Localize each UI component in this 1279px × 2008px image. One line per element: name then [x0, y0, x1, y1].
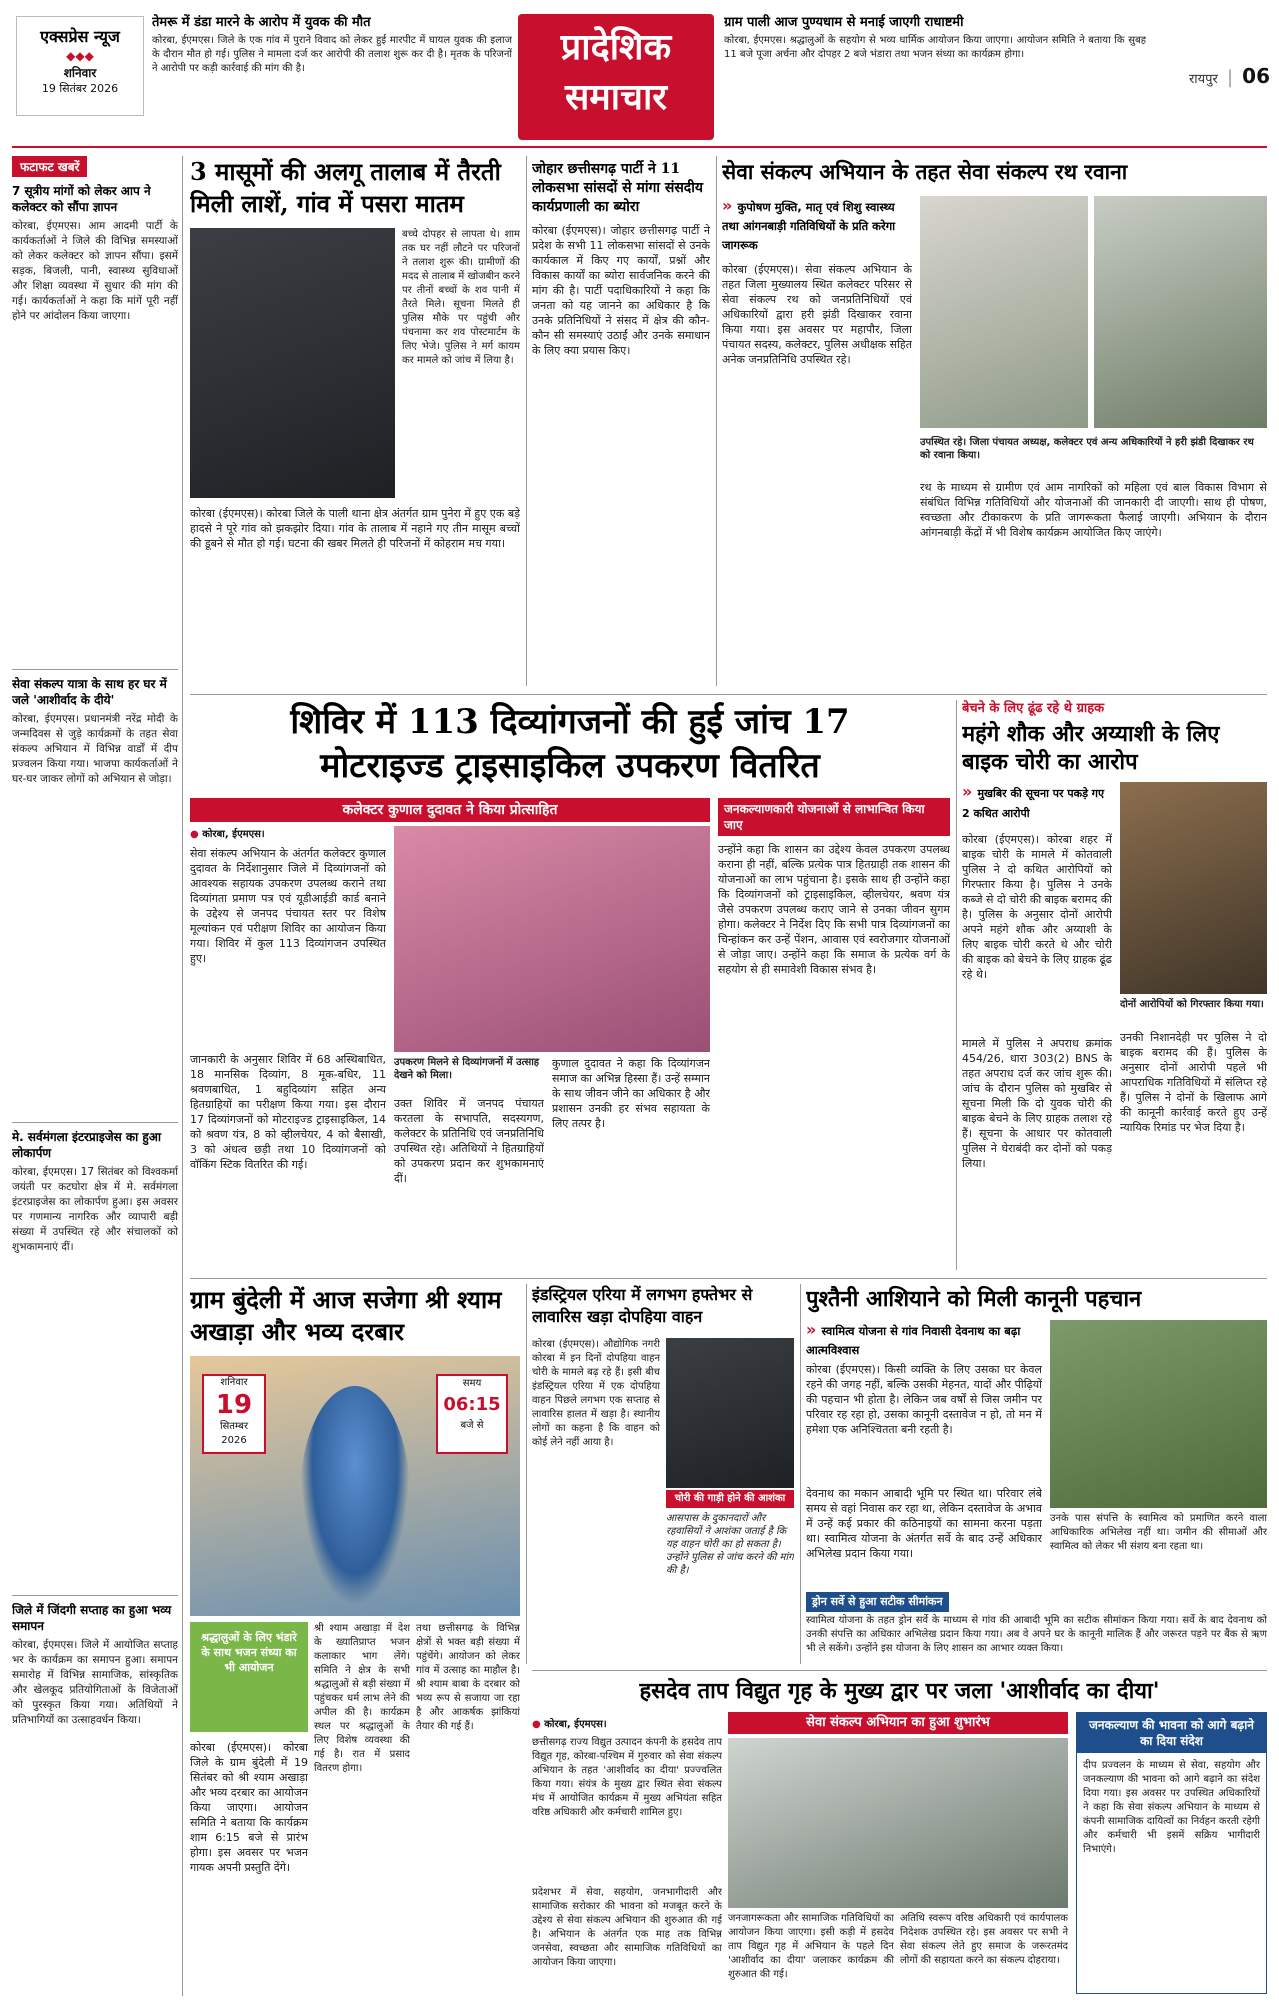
- bundeli-poster: [190, 1356, 520, 1616]
- sidebar-rule: [182, 156, 183, 1996]
- story-drowning: [190, 156, 520, 686]
- story-bundeli: [190, 1284, 520, 1990]
- sidebar-item-head: जिले में जिंदगी सप्ताह का हुआ भव्य समापन: [12, 1603, 172, 1633]
- poster-time: 06:15: [443, 1394, 501, 1415]
- camp-bottom-text: कुणाल दुदावत ने कहा कि दिव्यांगजन समाज का अभिन्न हिस्सा हैं। उन्हें सम्मान के साथ जीवन जीने का अधिकार है और प्रशासन उनकी हर संभव सहायता के लिए तत्पर है।: [552, 1057, 710, 1130]
- story-ancestral: [806, 1284, 1267, 1664]
- arrow-icon: »: [962, 782, 973, 801]
- sidebar-item: [12, 1602, 178, 1996]
- bundeli-text-2: श्री श्याम अखाड़ा में देश के ख्यातिप्राप्त भजन कलाकार भाग लेंगे। समिति ने क्षेत्र के सभी श्रद्धालुओं से बड़ी संख्या में पहुंचकर धर्म लाभ लेने की अपील की है। कार्यक्रम स्थल पर श्रद्धालुओं के लिए विशेष व्यवस्था की गई है। रात में प्रसाद वितरण होगा।: [314, 1623, 410, 1774]
- top-right-headline: ग्राम पाली आज पुण्यधाम से मनाई जाएगी राधाष्टमी: [724, 15, 964, 30]
- camp-side-head: जनकल्याणकारी योजनाओं से लाभान्वित किया जाए: [718, 798, 950, 836]
- drone-box: [806, 1590, 1267, 1664]
- top-right-text: कोरबा, ईएमएस। श्रद्धालुओं के सहयोग से भव्य धार्मिक आयोजन किया जाएगा। आयोजन समिति ने बताया कि सुबह 11 बजे पूजा अर्चना और दोपहर 2 बजे भंडारा तथा भजन संध्या का कार्यक्रम होगा।: [724, 35, 1146, 60]
- camp-kicker: [190, 798, 710, 822]
- camp-text-3: उक्त शिविर में जनपद पंचायत करतला के सभापति, सदस्यगण, कलेक्टर के प्रतिनिधि एवं जनप्रतिनिधि उपस्थित रहे। अतिथियों ने हितग्राहियों को उपकरण प्रदान कर शुभकामनाएं दीं।: [394, 1097, 544, 1185]
- col-rule: [716, 156, 717, 686]
- brand-name: एक्सप्रेस न्यूज: [40, 27, 120, 46]
- hasdeo-kicker: [728, 1712, 1068, 1734]
- page-divider: |: [1226, 67, 1234, 88]
- bike-subhead: [962, 782, 1112, 828]
- hasdeo-box-head: जनकल्याण की भावना को आगे बढ़ाने का दिया संदेश: [1077, 1713, 1266, 1753]
- story-lok-sabha: [532, 160, 710, 686]
- hasdeo-text-1: छत्तीसगढ़ राज्य विद्युत उत्पादन कंपनी के हसदेव ताप विद्युत गृह, कोरबा-पश्चिम में गुरुवार को सेवा संकल्प अभियान के तहत 'आशीर्वाद का दीया' प्रज्ज्वलित किया गया। संयंत्र के मुख्य द्वार स्थित सेवा संकल्प मंच में आयोजित कार्यक्रम में मुख्य अभियंता सहित वरिष्ठ अधिकारी और कर्मचारी शामिल हुए।: [532, 1737, 722, 1818]
- ancestral-caption: उनके पास संपत्ति के स्वामित्व को प्रमाणित करने वाला आधिकारिक अभिलेख नहीं था। जमीन की सीमाओं और स्वामित्व को लेकर भी संशय बना रहता था।: [1050, 1513, 1267, 1552]
- camp-side-box: [718, 798, 950, 1266]
- camp-side-text: उन्होंने कहा कि शासन का उद्देश्य केवल उपकरण उपलब्ध कराना ही नहीं, बल्कि प्रत्येक पात्र हितग्राही तक शासन की योजनाओं का लाभ पहुंचाना है। इसके साथ ही उन्होंने कहा कि दिव्यांगजनों को ट्राइसाइकिल, व्हीलचेयर, श्रवण यंत्र जैसे उपकरण उपलब्ध कराए जाने से उनका जीवन सुगम होगा। कलेक्टर ने निर्देश दिए कि सभी पात्र दिव्यांगजनों का चिन्हांकन कर उन्हें पेंशन, आवास एवं स्वरोजगार योजनाओं से जोड़ा जाए। उन्होंने कहा कि समाज के प्रत्येक वर्ग के सहयोग से ही समावेशी विकास संभव है।: [718, 843, 950, 976]
- bundeli-quote: [190, 1622, 308, 1732]
- location-pin-icon: ●: [532, 1719, 541, 1730]
- hasdeo-box-text: दीप प्रज्वलन के माध्यम से सेवा, सहयोग और जनकल्याण की भावना को आगे बढ़ाने का संदेश दिया गया। इस अवसर पर उपस्थित अधिकारियों ने कहा कि सेवा संकल्प अभियान के माध्यम से कंपनी सामाजिक दायित्वों का निर्वहन करती रहेगी और कर्मचारी भी इसमें सक्रिय भागीदारी निभाएंगे।: [1083, 1760, 1260, 1855]
- col-rule: [800, 1284, 801, 1664]
- sidebar: [12, 156, 178, 1996]
- story-abandoned-bike: [532, 1284, 794, 1664]
- poster-time-label: समय: [462, 1378, 482, 1389]
- bundeli-headline: ग्राम बुंदेली में आज सजेगा श्री श्याम अखाड़ा और भव्य दरबार: [190, 1285, 502, 1346]
- abandoned-photo-quote: आसपास के दुकानदारों और रहवासियों ने आशंका जताई है कि यह वाहन चोरी का हो सकता है। उन्होंने पुलिस से जांच करने की मांग की है।: [666, 1513, 794, 1576]
- camp-kicker-text: कलेक्टर कुणाल दुदावत ने किया प्रोत्साहित: [342, 802, 558, 818]
- camp-caption: उपकरण मिलने से दिव्यांगजनों में उत्साह देखने को मिला।: [394, 1057, 540, 1081]
- hasdeo-kicker-text: सेवा संकल्प अभियान का हुआ शुभारंभ: [806, 1715, 990, 1730]
- rath-headline: सेवा संकल्प अभियान के तहत सेवा संकल्प रथ रवाना: [722, 159, 1128, 184]
- bike-label: बेचने के लिए ढूंढ रहे थे ग्राहक: [962, 701, 1105, 716]
- story-hasdeo: [532, 1676, 1267, 1996]
- drone-label: [806, 1592, 949, 1612]
- sidebar-item: [12, 183, 178, 663]
- issue-date: 19 सितंबर 2026: [41, 82, 119, 95]
- sidebar-item-head: मे. सर्वमंगला इंटरप्राइजेस का हुआ लोकार्पण: [12, 1130, 162, 1160]
- bike-photo: [1120, 782, 1267, 994]
- sidebar-divider: [12, 1595, 178, 1596]
- abandoned-headline: इंडस्ट्रियल एरिया में लगभग हफ्तेभर से लावारिस खड़ा दोपहिया वाहन: [532, 1285, 753, 1326]
- ancestral-text-1: कोरबा (ईएमएस)। किसी व्यक्ति के लिए उसका घर केवल रहने की जगह नहीं, बल्कि उसकी मेहनत, यादों और पीढ़ियों की पहचान भी होता है। लेकिन जब वर्षों से जिस जमीन पर परिवार रह रहा हो, उसका कानूनी दस्तावेज न हो, तो मन में हमेशा एक अनिश्चितता बनी रहती है।: [806, 1363, 1042, 1436]
- hasdeo-text-2: प्रदेशभर में सेवा, सहयोग, जनभागीदारी और सामाजिक सरोकार की भावना को मजबूत करने के उद्देश्य से सेवा संकल्प अभियान की शुरुआत की गई है। अभियान के अंतर्गत एक माह तक विभिन्न जनसेवा, स्वच्छता और सामाजिक गतिविधियों का आयोजन किया जाएगा।: [532, 1887, 722, 1968]
- poster-date: 19: [215, 1390, 253, 1420]
- hasdeo-text-3: अतिथि स्वरूप वरिष्ठ अधिकारी एवं कार्यपालक निदेशक उपस्थित रहे। इस अवसर पर सभी ने सेवा संकल्प लेते हुए समाज के जरूरतमंद लोगों की सहायता करने का संकल्प दोहराया।: [900, 1913, 1068, 1966]
- bike-headline: महंगे शौक और अय्याशी के लिए बाइक चोरी का आरोप: [962, 721, 1220, 775]
- rath-caption: उपस्थित रहे। जिला पंचायत अध्यक्ष, कलेक्टर एवं अन्य अधिकारियों ने हरी झंडी दिखाकर रथ को रवाना किया।: [920, 437, 1254, 461]
- bundeli-text-1: कोरबा (ईएमएस)। कोरबा जिले के ग्राम बुंदेली में 19 सितंबर को श्री श्याम अखाड़ा और भव्य दरबार का आयोजन किया जाएगा। आयोजन समिति ने बताया कि कार्यक्रम शाम 6:15 बजे से प्रारंभ होगा। इस अवसर पर भजन गायक अपनी प्रस्तुति देंगे।: [190, 1741, 308, 1874]
- krishna-illustration: [300, 1386, 410, 1606]
- ancestral-headline: पुश्तैनी आशियाने को मिली कानूनी पहचान: [806, 1286, 1142, 1312]
- row-rule: [532, 1670, 1267, 1671]
- ancestral-sub: स्वामित्व योजना से गांव निवासी देवनाथ का बढ़ा आत्मविश्वास: [806, 1324, 1021, 1357]
- page-info: [1152, 64, 1270, 94]
- ancestral-photo: [1050, 1320, 1267, 1508]
- story-camp: [190, 700, 950, 1270]
- abandoned-photo: [666, 1338, 794, 1488]
- section-title-2: समाचार: [564, 76, 668, 118]
- abandoned-caption-text: चोरी की गाड़ी होने की आशंका: [674, 1493, 786, 1504]
- hasdeo-dateline: [532, 1716, 722, 1732]
- col-rule: [956, 700, 957, 1270]
- drowning-photo: [190, 228, 395, 498]
- drone-text: स्वामित्व योजना के तहत ड्रोन सर्वे के माध्यम से गांव की आबादी भूमि का सटीक सीमांकन किया गया। सर्वे के बाद देवनाथ को उनकी संपत्ति का अधिकार अभिलेख प्रदान किया गया। अब वे अपने घर के कानूनी मालिक हैं और जरूरत पड़ने पर बैंक से ऋण भी ले सकेंगे। उन्होंने इस योजना के लिए शासन का आभार व्यक्त किया।: [806, 1615, 1267, 1654]
- drone-label-text: ड्रोन सर्वे से हुआ सटीक सीमांकन: [812, 1595, 943, 1608]
- rath-subhead: [722, 196, 912, 254]
- rath-sub: कुपोषण मुक्ति, मातृ एवं शिशु स्वास्थ्य तथा आंगनबाड़ी गतिविधियों के प्रति करेगा जागरूक: [722, 200, 896, 252]
- drowning-text-right: बच्चे दोपहर से लापता थे। शाम तक घर नहीं लौटने पर परिजनों ने तलाश शुरू की। ग्रामीणों की मदद से तालाब में खोजबीन करने पर तीनों बच्चों के शव पानी में तैरते मिले। सूचना मिलते ही पुलिस मौके पर पहुंची और पंचनामा कर शव पोस्टमार्टम के लिए भेजे। पुलिस ने मर्ग कायम कर मामले को जांच में लिया है।: [402, 229, 520, 366]
- camp-headline-1: शिविर में 113 दिव्यांगजनों की हुई जांच 17: [290, 702, 850, 742]
- bike-caption: दोनों आरोपियों को गिरफ्तार किया गया।: [1120, 999, 1264, 1010]
- hasdeo-dateline-text: कोरबा, ईएमएस।: [544, 1719, 607, 1730]
- bike-text-3: उनकी निशानदेही पर पुलिस ने दो बाइक बरामद की हैं। पुलिस के अनुसार दोनों आरोपी पहले भी आपराधिक गतिविधियों में संलिप्त रहे हैं। पुलिस ने दोनों के खिलाफ आगे की कानूनी कार्रवाई करते हुए उन्हें न्यायिक रिमांड पर भेज दिया है।: [1120, 1031, 1267, 1134]
- camp-text-1: सेवा संकल्प अभियान के अंतर्गत कलेक्टर कुणाल दुदावत के निर्देशानुसार जिले में दिव्यांगजनों को आवश्यक सहायक उपकरण उपलब्ध कराने तथा दिव्यांगता प्रमाण पत्र एवं यूडीआईडी कार्ड बनाने के उद्देश्य से जनपद पंचायत स्तर पर विशेष मूल्यांकन एवं परीक्षण शिविर का आयोजन किया गया। शिविर में कुल 113 दिव्यांगजन उपस्थित हुए।: [190, 847, 386, 965]
- col-rule: [526, 156, 527, 686]
- abandoned-caption: [666, 1490, 794, 1508]
- sidebar-item-text: कोरबा, ईएमएस। प्रधानमंत्री नरेंद्र मोदी के जन्मदिवस से जुड़े कार्यक्रमों के तहत सेवा संकल्प अभियान में विभिन्न वार्डों में दीप प्रज्वलन किया गया। भाजपा कार्यकर्ताओं ने घर-घर जाकर लोगों को अभियान से जोड़ा।: [12, 713, 178, 785]
- sidebar-item-text: कोरबा, ईएमएस। 17 सितंबर को विश्वकर्मा जयंती पर कटघोरा क्षेत्र में मे. सर्वमंगला इंटरप्राइजेस का लोकार्पण हुआ। इस अवसर पर गणमान्य नागरिक और व्यापारी बड़ी संख्या में उपस्थित रहे और संचालकों को शुभकामनाएं दीं।: [12, 1166, 178, 1253]
- poster-date-box: [202, 1374, 266, 1454]
- location-pin-icon: ●: [190, 829, 199, 840]
- hasdeo-photo: [728, 1738, 1068, 1908]
- arrow-icon: »: [806, 1320, 817, 1339]
- col-rule: [526, 1284, 527, 1664]
- sidebar-divider: [12, 669, 178, 670]
- top-right-story: [724, 14, 1146, 124]
- sidebar-item-text: कोरबा, ईएमएस। जिले में आयोजित सप्ताह भर के कार्यक्रम का समापन हुआ। समापन समारोह में विभिन्न सामाजिक, सांस्कृतिक और खेलकूद प्रतियोगिताओं के विजेताओं को पुरस्कृत किया गया। अतिथियों ने प्रतिभागियों का उत्साहवर्धन किया।: [12, 1639, 178, 1726]
- camp-photo: [394, 826, 710, 1052]
- sidebar-item-text: कोरबा, ईएमएस। आम आदमी पार्टी के कार्यकर्ताओं ने जिले की विभिन्न समस्याओं को लेकर कलेक्टर को ज्ञापन सौंपा। इसमें सड़क, बिजली, पानी, स्वास्थ्य सुविधाओं और शिक्षा व्यवस्था में सुधार की मांग की गई। कार्यकर्ताओं ने कहा कि मांगें पूरी नहीं होने पर आंदोलन किया जाएगा।: [12, 220, 178, 322]
- hasdeo-box: [1076, 1712, 1267, 1994]
- abandoned-text-1: कोरबा (ईएमएस)। औद्योगिक नगरी कोरबा में इन दिनों दोपहिया वाहन चोरी के मामले बढ़ रहे हैं। इसी बीच इंडस्ट्रियल एरिया में एक दोपहिया वाहन पिछले लगभग एक सप्ताह से लावारिस हालत में खड़ा है। स्थानीय लोगों का कहना है कि वाहन को कोई लेने नहीं आया है।: [532, 1339, 660, 1448]
- top-left-story: [152, 14, 512, 124]
- sidebar-divider: [12, 1122, 178, 1123]
- camp-text-2: जानकारी के अनुसार शिविर में 68 अस्थिबाधित, 18 मानसिक दिव्यांग, 8 मूक-बधिर, 11 श्रवणबाधित, 1 बहुदिव्यांग सहित अन्य हितग्राहियों का परीक्षण किया गया। इस दौरान 17 दिव्यांगजनों को मोटराइज्ड ट्राइसाइकिल, 14 को श्रवण यंत्र, 8 को व्हीलचेयर, 4 को बैसाखी, 3 को अंधत्व छड़ी तथा 10 दिव्यांगजनों को वॉकिंग स्टिक वितरित की गई।: [190, 1053, 386, 1171]
- rath-text-2: रथ के माध्यम से ग्रामीण एवं आम नागरिकों को महिला एवं बाल विकास विभाग से संबंधित विभिन्न गतिविधियों और योजनाओं की जानकारी दी जाएगी। साथ ही पोषण, स्वच्छता और टीकाकरण के प्रति जागरूकता फैलाई जाएगी। अभियान के दौरान आंगनबाड़ी केंद्रों में भी विशेष कार्यक्रम आयोजित किए जाएंगे।: [920, 481, 1267, 539]
- sidebar-item-head: सेवा संकल्प यात्रा के साथ हर घर में जले 'आशीर्वाद के दीये': [12, 677, 167, 707]
- top-left-text: कोरबा, ईएमएस। जिले के एक गांव में पुराने विवाद को लेकर हुई मारपीट में घायल युवक की इलाज के दौरान मौत हो गई। पुलिस ने मामला दर्ज कर आरोपी की तलाश शुरू कर दी है। मृतक के परिजनों ने आरोपी पर कड़ी कार्रवाई की मांग की है।: [152, 35, 512, 74]
- row-rule: [190, 694, 1267, 695]
- bundeli-text-3: तथा छत्तीसगढ़ के विभिन्न क्षेत्रों से भक्त बड़ी संख्या में पहुंचेंगे। आयोजन को लेकर गांव में उत्साह का माहौल है। श्री श्याम बाबा के दरबार को भव्य रूप से सजाया जा रहा है और आकर्षक झांकियां तैयार की गई हैं।: [416, 1623, 520, 1732]
- drowning-headline: 3 मासूमों की अलगू तालाब में तैरती मिली लाशें, गांव में पसरा मातम: [190, 157, 501, 218]
- hasdeo-caption: जनजागरूकता और सामाजिक गतिविधियों का आयोजन किया जाएगा। इसी कड़ी में हसदेव ताप विद्युत गृह में अभियान के पहले दिन 'आशीर्वाद का दीया' जलाकर कार्यक्रम की शुरुआत की गई।: [728, 1913, 894, 1980]
- arrow-icon: »: [722, 196, 733, 215]
- bike-text-2: मामले में पुलिस ने अपराध क्रमांक 454/26, धारा 303(2) BNS के तहत अपराध दर्ज कर जांच शुरू की। जांच के दौरान पुलिस को मुखबिर से सूचना मिली कि दो युवक चोरी की बाइक बेचने के लिए ग्राहक तलाश रहे हैं। सूचना के आधार पर कोतवाली पुलिस ने घेराबंदी कर दोनों को पकड़ लिया।: [962, 1037, 1112, 1170]
- page-number: 06: [1242, 64, 1270, 88]
- hasdeo-headline: हसदेव ताप विद्युत गृह के मुख्य द्वार पर जला 'आशीर्वाद का दीया': [639, 1678, 1160, 1704]
- row-rule: [190, 1278, 1267, 1279]
- poster-year: 2026: [221, 1435, 247, 1446]
- lok-sabha-headline: जोहार छत्तीसगढ़ पार्टी ने 11 लोकसभा सांसदों से मांगा संसदीय कार्यप्रणाली का ब्योरा: [532, 161, 703, 215]
- story-rath: [722, 158, 1267, 686]
- brand-box: [16, 16, 144, 116]
- diamond-icon: ◆◆◆: [66, 49, 94, 63]
- masthead-rule: [12, 146, 1267, 148]
- poster-month: सितम्बर: [219, 1421, 249, 1432]
- rath-photo-1: [920, 196, 1088, 428]
- city-name: रायपुर: [1188, 72, 1218, 87]
- bike-sub: मुखबिर की सूचना पर पकड़े गए 2 कथित आरोपी: [962, 787, 1105, 820]
- rath-photo-2: [1094, 196, 1267, 428]
- drowning-text-bottom: कोरबा (ईएमएस)। कोरबा जिले के पाली थाना क्षेत्र अंतर्गत ग्राम पुनेरा में हुए एक बड़े हादसे ने पूरे गांव को झकझोर दिया। गांव के तालाब में नहाने गए तीन मासूम बच्चों की डूबने से मौत हो गई। घटना की खबर मिलते ही परिजनों में कोहराम मच गया।: [190, 507, 520, 550]
- top-left-headline: तेमरू में डंडा मारने के आरोप में युवक की मौत: [152, 15, 371, 30]
- issue-day: शनिवार: [63, 66, 97, 80]
- rath-text-1: कोरबा (ईएमएस)। सेवा संकल्प अभियान के तहत जिला मुख्यालय स्थित कलेक्टर परिसर से सेवा संकल्प रथ को जनप्रतिनिधियों एवं अधिकारियों द्वारा हरी झंडी दिखाकर रवाना किया गया। इस अवसर पर महापौर, जिला पंचायत सदस्य, कलेक्टर, पुलिस अधीक्षक सहित अनेक जनप्रतिनिधि उपस्थित रहे।: [722, 263, 912, 366]
- sidebar-item-head: 7 सूत्रीय मांगों को लेकर आप ने कलेक्टर को सौंपा ज्ञापन: [12, 184, 151, 214]
- lok-sabha-text: कोरबा (ईएमएस)। जोहार छत्तीसगढ़ पार्टी ने प्रदेश के सभी 11 लोकसभा सांसदों से उनके कार्यकाल में किए गए कार्यों, प्रश्नों और विकास कार्यों का ब्योरा सार्वजनिक करने की मांग की है। पार्टी पदाधिकारियों ने कहा कि जनता को यह जानने का अधिकार है कि उनके प्रतिनिधियों ने संसद में क्षेत्र की कौन-कौन सी समस्याएं उठाईं और उनके समाधान के लिए क्या प्रयास किए।: [532, 224, 710, 357]
- camp-dateline-text: कोरबा, ईएमएस।: [202, 829, 265, 840]
- masthead: [0, 0, 1279, 150]
- camp-headline-2: मोटराइज्ड ट्राइसाइकिल उपकरण वितरित: [320, 746, 820, 786]
- sidebar-item: [12, 1129, 178, 1589]
- story-bike: [962, 700, 1267, 1270]
- sidebar-label: फटाफट खबरें: [12, 156, 87, 177]
- section-title-1: प्रादेशिक: [560, 26, 672, 68]
- bike-text-1: कोरबा (ईएमएस)। कोरबा शहर में बाइक चोरी के मामले में कोतवाली पुलिस ने दो कथित आरोपियों को गिरफ्तार किया है। पुलिस ने उनके कब्जे से दो चोरी की बाइक बरामद की है। पुलिस के अनुसार दोनों आरोपी अपने महंगे शौक और अय्याशी के लिए बाइक चोरी करते थे और चोरी की बाइक को बेचने के लिए ग्राहक ढूंढ रहे थे।: [962, 833, 1112, 981]
- poster-time-box: [436, 1374, 508, 1454]
- camp-dateline: [190, 826, 390, 842]
- ancestral-subhead: [806, 1320, 1042, 1358]
- poster-day: शनिवार: [220, 1377, 248, 1388]
- poster-time-suffix: बजे से: [460, 1420, 484, 1431]
- section-banner: [518, 14, 714, 140]
- ancestral-text-2: देवनाथ का मकान आबादी भूमि पर स्थित था। परिवार लंबे समय से वहां निवास कर रहा था, लेकिन दस्तावेज के अभाव में उन्हें कई प्रकार की कठिनाइयों का सामना करना पड़ता था। स्वामित्व योजना के अंतर्गत सर्वे के बाद उन्हें अधिकार अभिलेख प्रदान किया गया।: [806, 1487, 1042, 1560]
- bundeli-quote-text: श्रद्धालुओं के लिए भंडारे के साथ भजन संध्या का भी आयोजन: [201, 1631, 297, 1674]
- sidebar-item: [12, 676, 178, 1116]
